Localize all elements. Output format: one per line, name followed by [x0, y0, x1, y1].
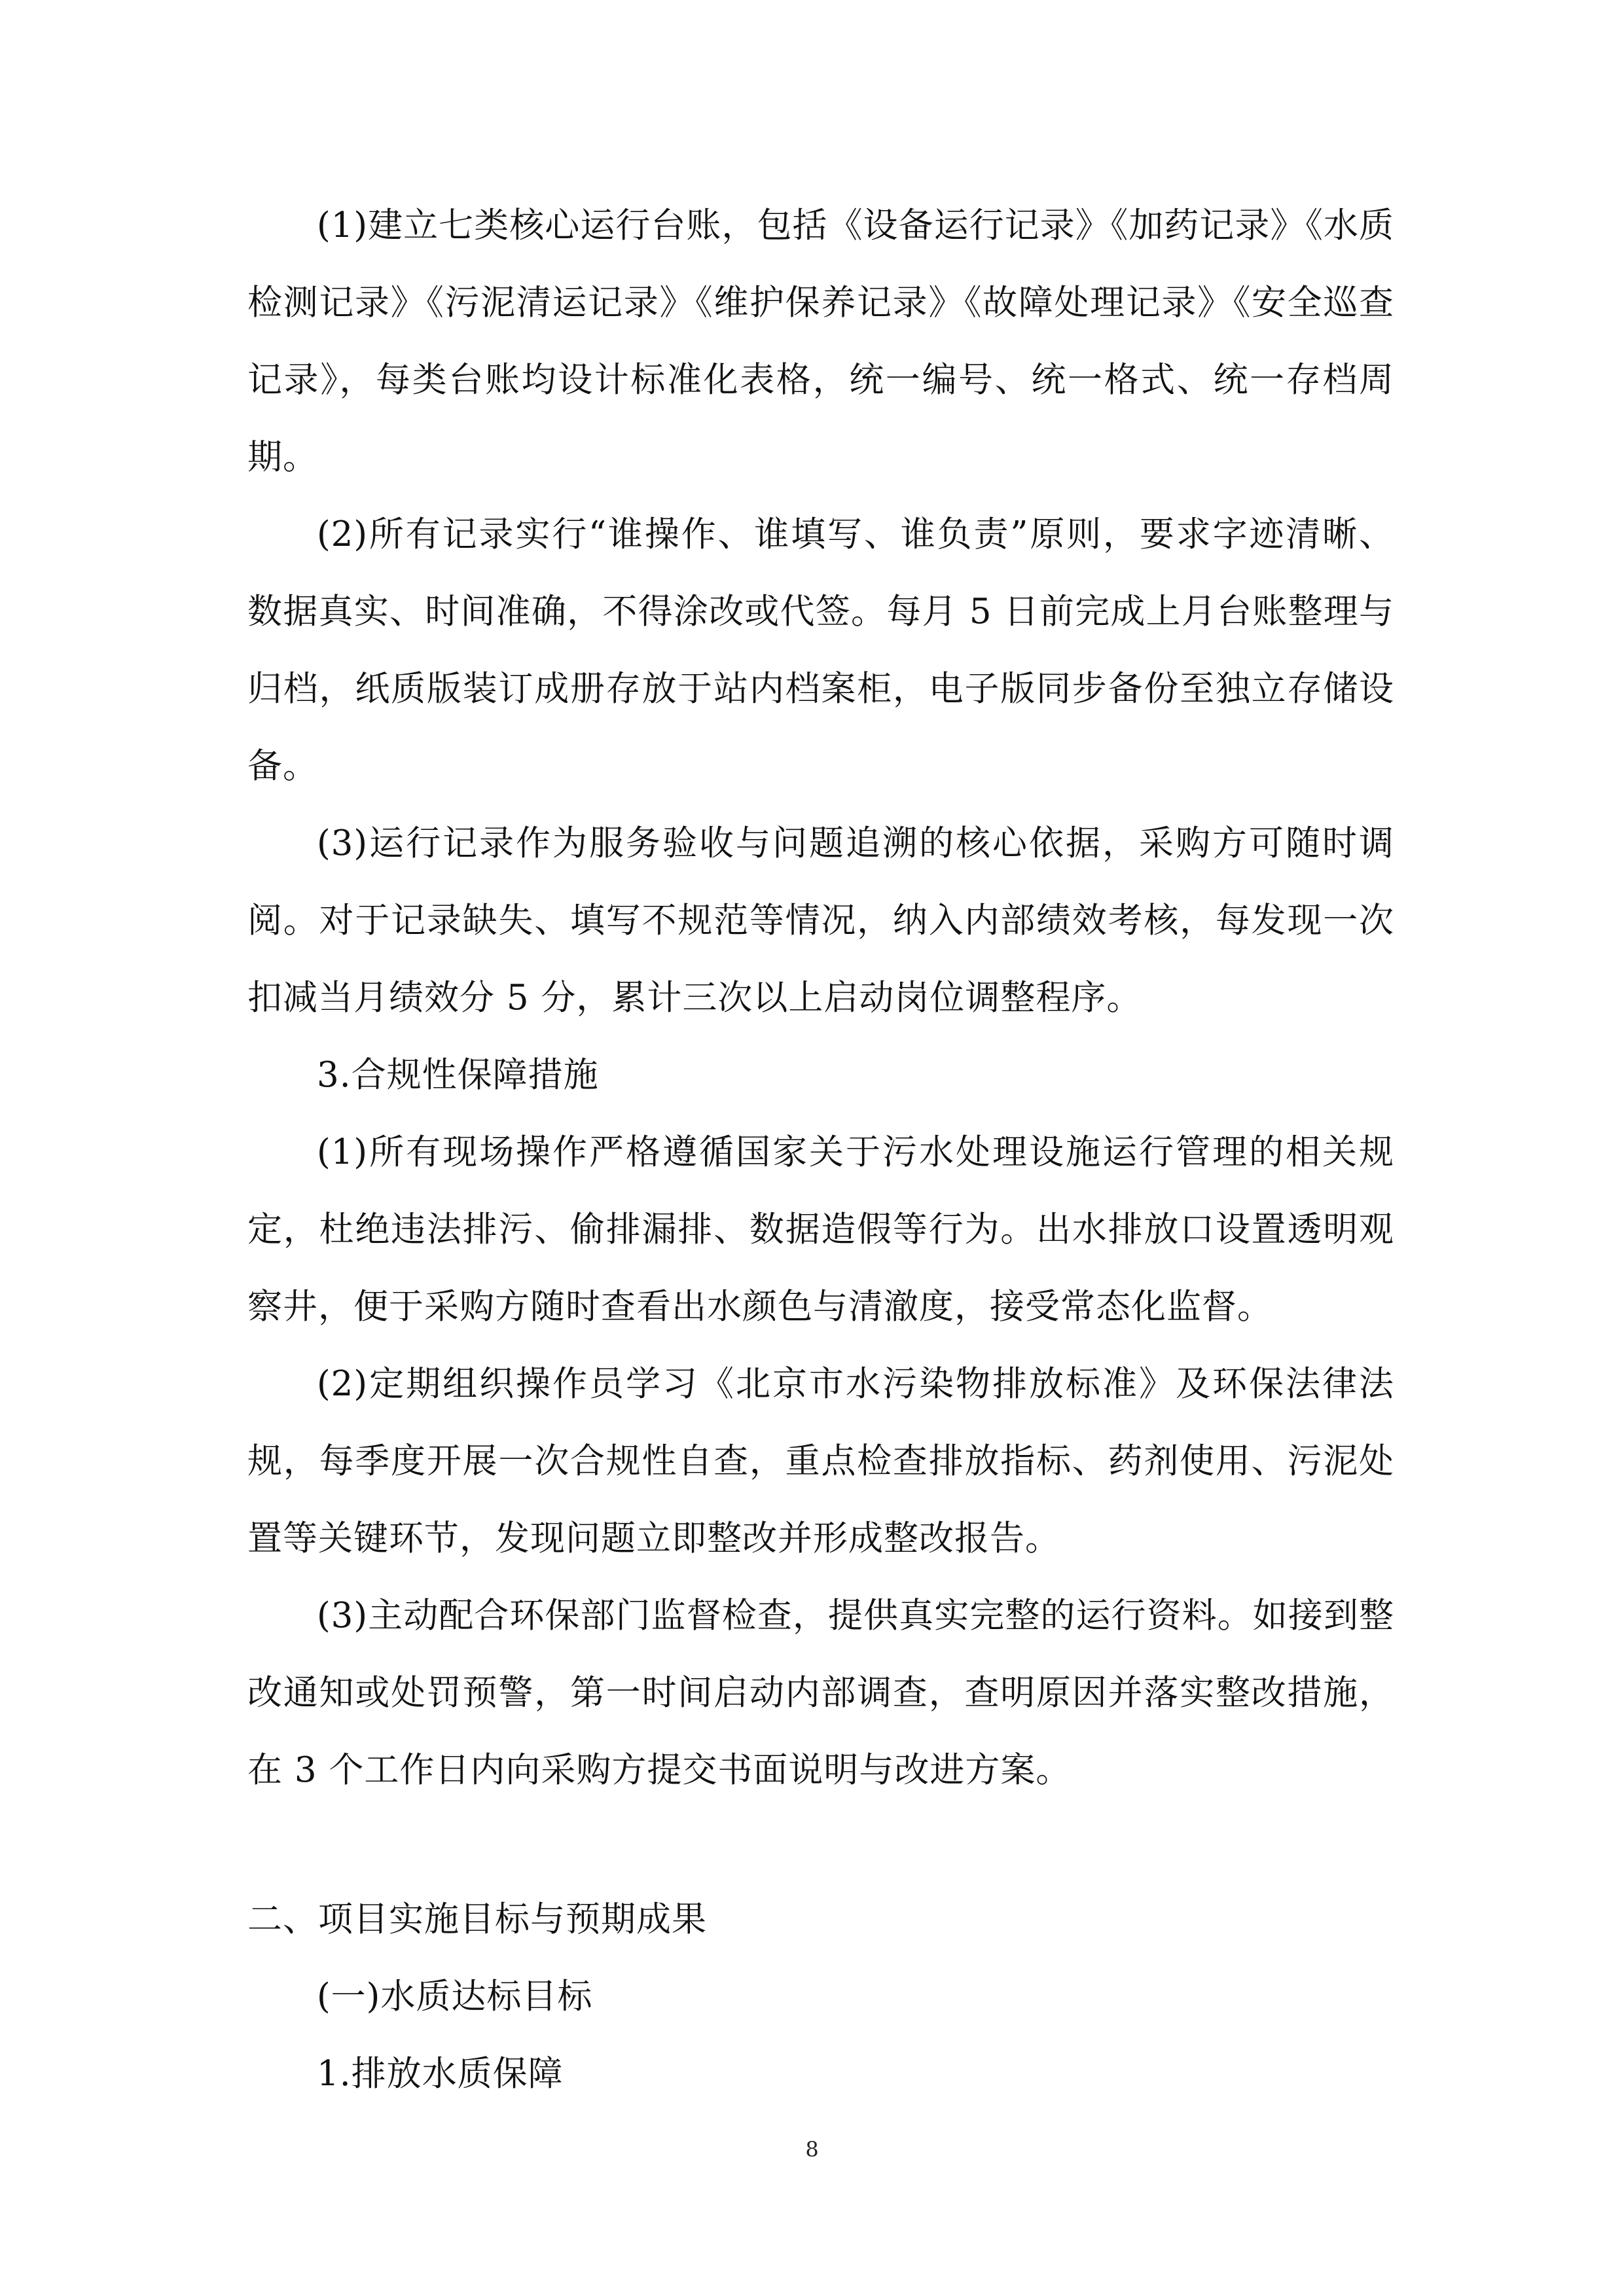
paragraph-record-principle: (2)所有记录实行“谁操作、谁填写、谁负责”原则，要求字迹清晰、数据真实、时间准确，不得涂改或代签。每月 5 日前完成上月台账整理与归档，纸质版装订成册存放于站内档案柜，电子版同步备份至独立存储设备。: [247, 514, 1394, 786]
paragraph-compliance-inspection: (3)主动配合环保部门监督检查，提供真实完整的运行资料。如接到整改通知或处罚预警，第一时间启动内部调查，查明原因并落实整改措施，在 3 个工作日内向采购方提交书面说明与改进方案。: [247, 1596, 1394, 1790]
paragraph-compliance-operation: (1)所有现场操作严格遵循国家关于污水处理设施运行管理的相关规定，杜绝违法排污、偷排漏排、数据造假等行为。出水排放口设置透明观察井，便于采购方随时查看出水颜色与清澈度，接受常态化监督。: [247, 1132, 1394, 1327]
body-text: [247, 187, 1394, 1809]
subsection-compliance-title: 3.合规性保障措施: [317, 1055, 599, 1095]
section-two-title: 二、项目实施目标与预期成果: [247, 1899, 707, 1939]
paragraph-compliance-training: (2)定期组织操作员学习《北京市水污染物排放标准》及环保法律法规，每季度开展一次合规性自查，重点检查排放指标、药剂使用、污泥处置等关键环节，发现问题立即整改并形成整改报告。: [247, 1364, 1394, 1558]
paragraph-record-basis: (3)运行记录作为服务验收与问题追溯的核心依据，采购方可随时调阅。对于记录缺失、填写不规范等情况，纳入内部绩效考核，每发现一次扣减当月绩效分 5 分，累计三次以上启动岗位调整程序。: [247, 823, 1394, 1018]
item-discharge-quality-title: 1.排放水质保障: [317, 2054, 564, 2094]
subsection-water-quality-title: (一)水质达标目标: [317, 1977, 593, 2017]
paragraph-ledger-types: (1)建立七类核心运行台账，包括《设备运行记录》《加药记录》《水质检测记录》《污泥清运记录》《维护保养记录》《故障处理记录》《安全巡查记录》，每类台账均设计标准化表格，统一编号、统一格式、统一存档周期。: [247, 206, 1394, 477]
section-two: [247, 1881, 1394, 2113]
page-number: 8: [805, 2137, 819, 2162]
